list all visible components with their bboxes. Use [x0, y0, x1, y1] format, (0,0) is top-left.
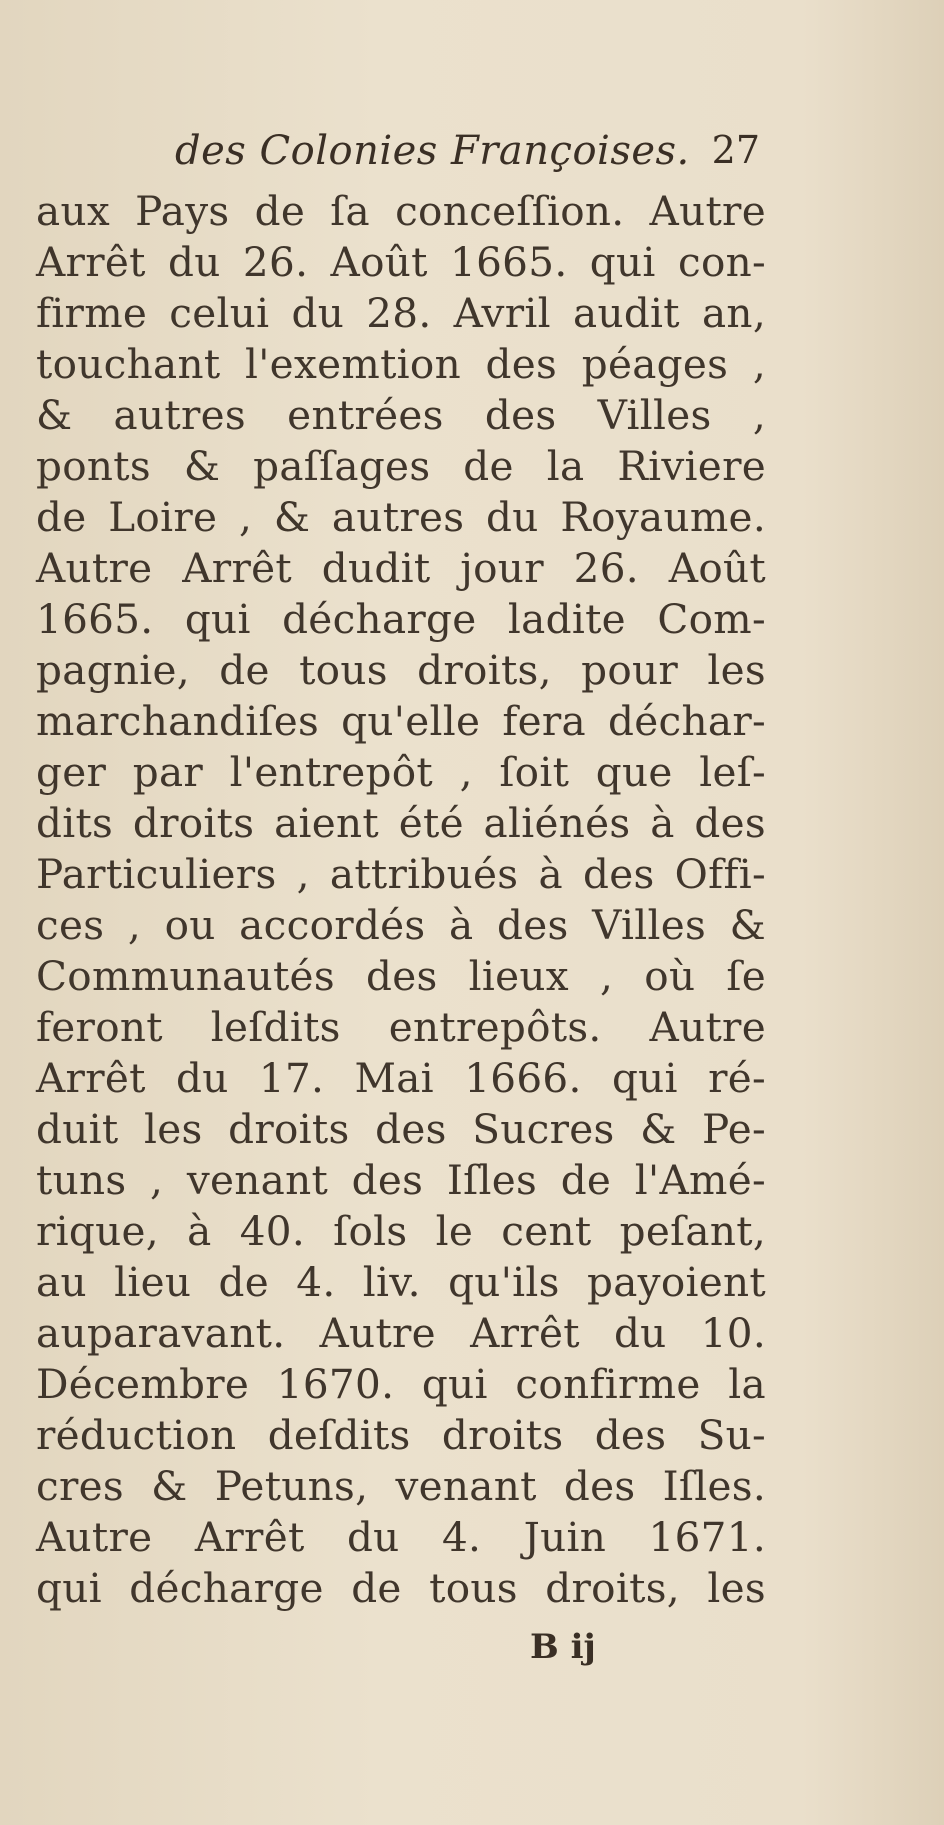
text-line: Autre Arrêt du 4. Juin 1671. [36, 1513, 766, 1561]
text-line: au lieu de 4. liv. qu'ils payoient [36, 1258, 766, 1306]
text-line: Autre Arrêt dudit jour 26. Août [36, 544, 766, 592]
text-line: 1665. qui décharge ladite Com- [36, 595, 766, 643]
text-line: Particuliers , attribués à des Offi- [36, 850, 766, 898]
text-line: réduction deſdits droits des Su- [36, 1411, 766, 1459]
text-line: ger par l'entrepôt , ſoit que leſ- [36, 748, 766, 796]
text-line: & autres entrées des Villes , [36, 391, 766, 439]
page-header [155, 128, 760, 180]
body-text [36, 186, 766, 1614]
running-title: des Colonies Françoises. [175, 128, 690, 174]
text-line: ponts & paſſages de la Riviere [36, 442, 766, 490]
text-line: Décembre 1670. qui confirme la [36, 1360, 766, 1408]
text-line: firme celui du 28. Avril audit an, [36, 289, 766, 337]
text-line: marchandiſes qu'elle fera déchar- [36, 697, 766, 745]
text-line: pagnie, de tous droits, pour les [36, 646, 766, 694]
text-line: rique, à 40. ſols le cent peſant, [36, 1207, 766, 1255]
text-line: qui décharge de tous droits, les [36, 1564, 766, 1612]
text-line: tuns , venant des Iſles de l'Amé- [36, 1156, 766, 1204]
text-line: auparavant. Autre Arrêt du 10. [36, 1309, 766, 1357]
text-line: feront leſdits entrepôts. Autre [36, 1003, 766, 1051]
text-line: Arrêt du 17. Mai 1666. qui ré- [36, 1054, 766, 1102]
text-line: ces , ou accordés à des Villes & [36, 901, 766, 949]
text-line: Communautés des lieux , où ſe [36, 952, 766, 1000]
text-line: de Loire , & autres du Royaume. [36, 493, 766, 541]
text-line: dits droits aient été aliénés à des [36, 799, 766, 847]
text-line: Arrêt du 26. Août 1665. qui con- [36, 238, 766, 286]
text-line: aux Pays de ſa conceſſion. Autre [36, 187, 766, 235]
text-line: cres & Petuns, venant des Iſles. [36, 1462, 766, 1510]
page-number: 27 [711, 128, 760, 172]
text-line: touchant l'exemtion des péages , [36, 340, 766, 388]
text-line: duit les droits des Sucres & Pe- [36, 1105, 766, 1153]
signature-mark: B ij [530, 1627, 596, 1667]
